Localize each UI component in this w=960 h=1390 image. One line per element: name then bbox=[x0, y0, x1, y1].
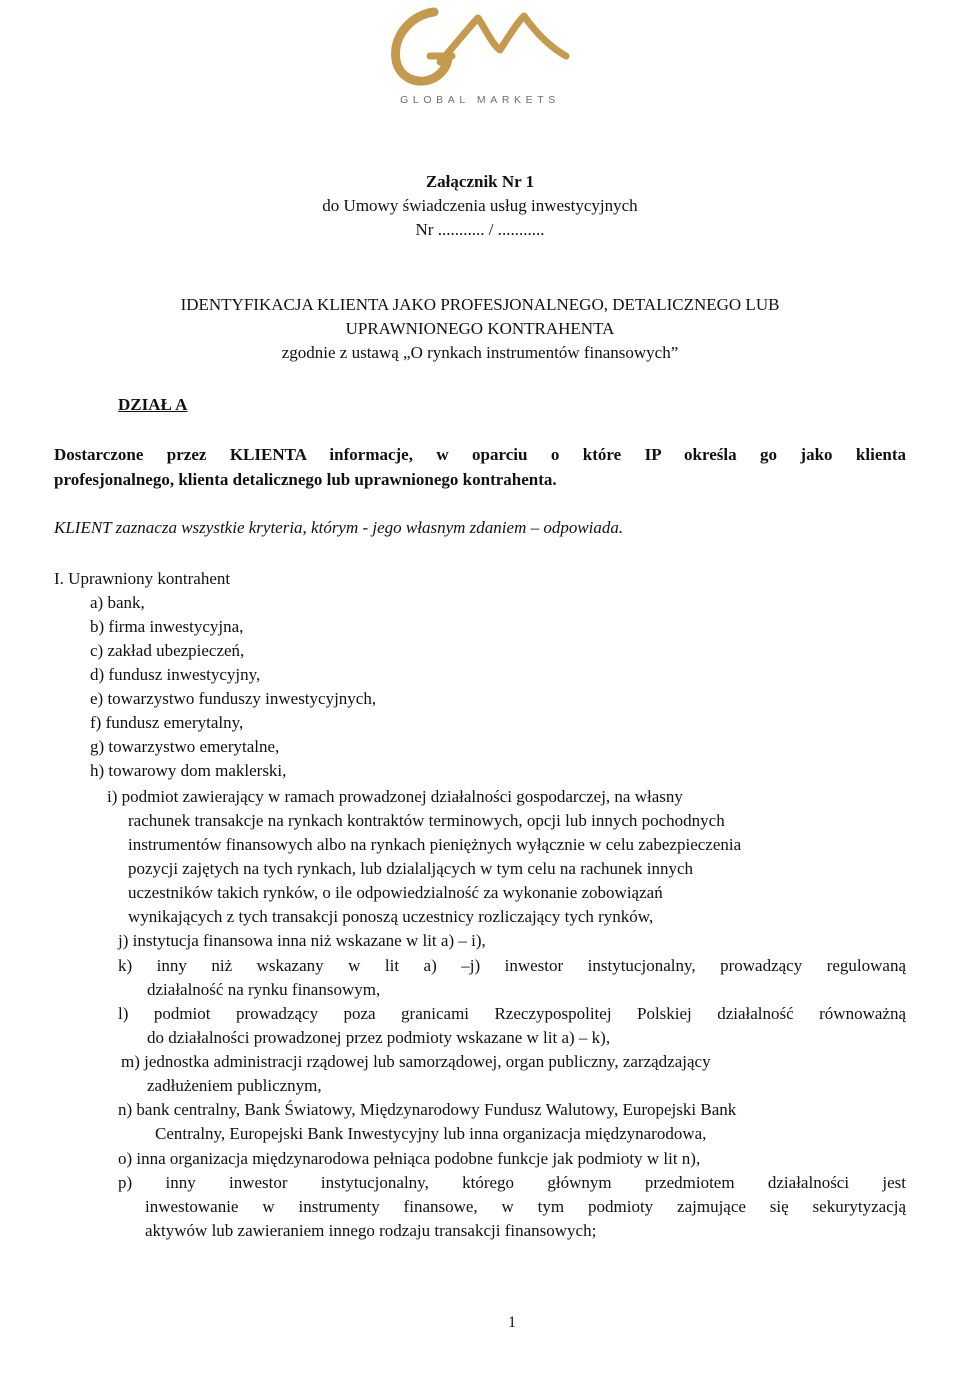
category-heading: I. Uprawniony kontrahent bbox=[54, 569, 231, 588]
gm-monogram-icon bbox=[378, 4, 582, 96]
list-item: l) podmiot prowadzący poza granicami Rzeczypospolitej Polskiej działalność równoważną bbox=[118, 1004, 906, 1023]
list-item-continuation: uczestników takich rynków, o ile odpowiedzialność za wykonanie zobowiązań bbox=[128, 883, 663, 902]
list-item-continuation: aktywów lub zawieraniem innego rodzaju transakcji finansowych; bbox=[145, 1221, 597, 1240]
list-item: p) inny inwestor instytucjonalny, którego głównym przedmiotem działalności jest bbox=[118, 1173, 906, 1192]
logo-g-curve bbox=[396, 12, 448, 81]
list-item: a) bank, bbox=[90, 593, 145, 612]
list-item: m) jednostka administracji rządowej lub samorządowej, organ publiczny, zarządzający bbox=[121, 1052, 711, 1071]
list-item-continuation: do działalności prowadzonej przez podmioty wskazane w lit a) – k), bbox=[147, 1028, 611, 1047]
list-item-continuation: wynikających z tych transakcji ponoszą uczestnicy rozliczający tych rynków, bbox=[128, 907, 654, 926]
list-item-continuation: zadłużeniem publicznym, bbox=[147, 1076, 322, 1095]
section-intro-line2: profesjonalnego, klienta detalicznego lub uprawnionego kontrahenta. bbox=[54, 470, 557, 489]
agreement-number-line: Nr ........... / ........... bbox=[415, 220, 545, 239]
list-item: b) firma inwestycyjna, bbox=[90, 617, 244, 636]
logo-brand-text: GLOBAL MARKETS bbox=[400, 94, 560, 106]
list-item: i) podmiot zawierający w ramach prowadzonej działalności gospodarczej, na własny bbox=[107, 787, 683, 806]
list-item: h) towarowy dom maklerski, bbox=[90, 761, 287, 780]
logo-m-peaks bbox=[440, 16, 566, 62]
list-item: j) instytucja finansowa inna niż wskazane w lit a) – i), bbox=[118, 931, 486, 950]
list-item: d) fundusz inwestycyjny, bbox=[90, 665, 261, 684]
list-item: n) bank centralny, Bank Światowy, Międzynarodowy Fundusz Walutowy, Europejski Bank bbox=[118, 1100, 737, 1119]
document-title-line2: UPRAWNIONEGO KONTRAHENTA bbox=[345, 319, 615, 338]
list-item-continuation: Centralny, Europejski Bank Inwestycyjny lub inna organizacja międzynarodowa, bbox=[155, 1124, 707, 1143]
list-item: c) zakład ubezpieczeń, bbox=[90, 641, 245, 660]
list-item: f) fundusz emerytalny, bbox=[90, 713, 244, 732]
list-item: e) towarzystwo funduszy inwestycyjnych, bbox=[90, 689, 377, 708]
annex-title: Załącznik Nr 1 bbox=[425, 172, 535, 191]
list-item: o) inna organizacja międzynarodowa pełniąca podobne funkcje jak podmioty w lit n), bbox=[118, 1149, 701, 1168]
list-item: k) inny niż wskazany w lit a) –j) inwestor instytucjonalny, prowadzący regulowaną bbox=[118, 956, 906, 975]
document-subtitle: zgodnie z ustawą „O rynkach instrumentów finansowych” bbox=[281, 343, 679, 362]
section-heading: DZIAŁ A bbox=[118, 395, 188, 414]
list-item-continuation: inwestowanie w instrumenty finansowe, w tym podmioty zajmujące się sekurytyzacją bbox=[145, 1197, 906, 1216]
section-intro-line1: Dostarczone przez KLIENTA informacje, w oparciu o które IP określa go jako klienta bbox=[54, 445, 906, 464]
list-item-continuation: rachunek transakcje na rynkach kontraktów terminowych, opcji lub innych pochodnych bbox=[128, 811, 725, 830]
list-item-continuation: działalność na rynku finansowym, bbox=[147, 980, 381, 999]
list-item-continuation: pozycji zajętych na tych rynkach, lub dzialaljących w tym celu na rachunek innych bbox=[128, 859, 694, 878]
list-item-continuation: instrumentów finansowych albo na rynkach pieniężnych wyłącznie w celu zabezpieczenia bbox=[128, 835, 742, 854]
list-item: g) towarzystwo emerytalne, bbox=[90, 737, 280, 756]
document-title-line1: IDENTYFIKACJA KLIENTA JAKO PROFESJONALNEGO, DETALICZNEGO LUB bbox=[180, 295, 780, 314]
page-number: 1 bbox=[508, 1314, 516, 1331]
agreement-line: do Umowy świadczenia usług inwestycyjnych bbox=[322, 196, 638, 215]
section-instruction: KLIENT zaznacza wszystkie kryteria, którym - jego własnym zdaniem – odpowiada. bbox=[54, 518, 624, 537]
